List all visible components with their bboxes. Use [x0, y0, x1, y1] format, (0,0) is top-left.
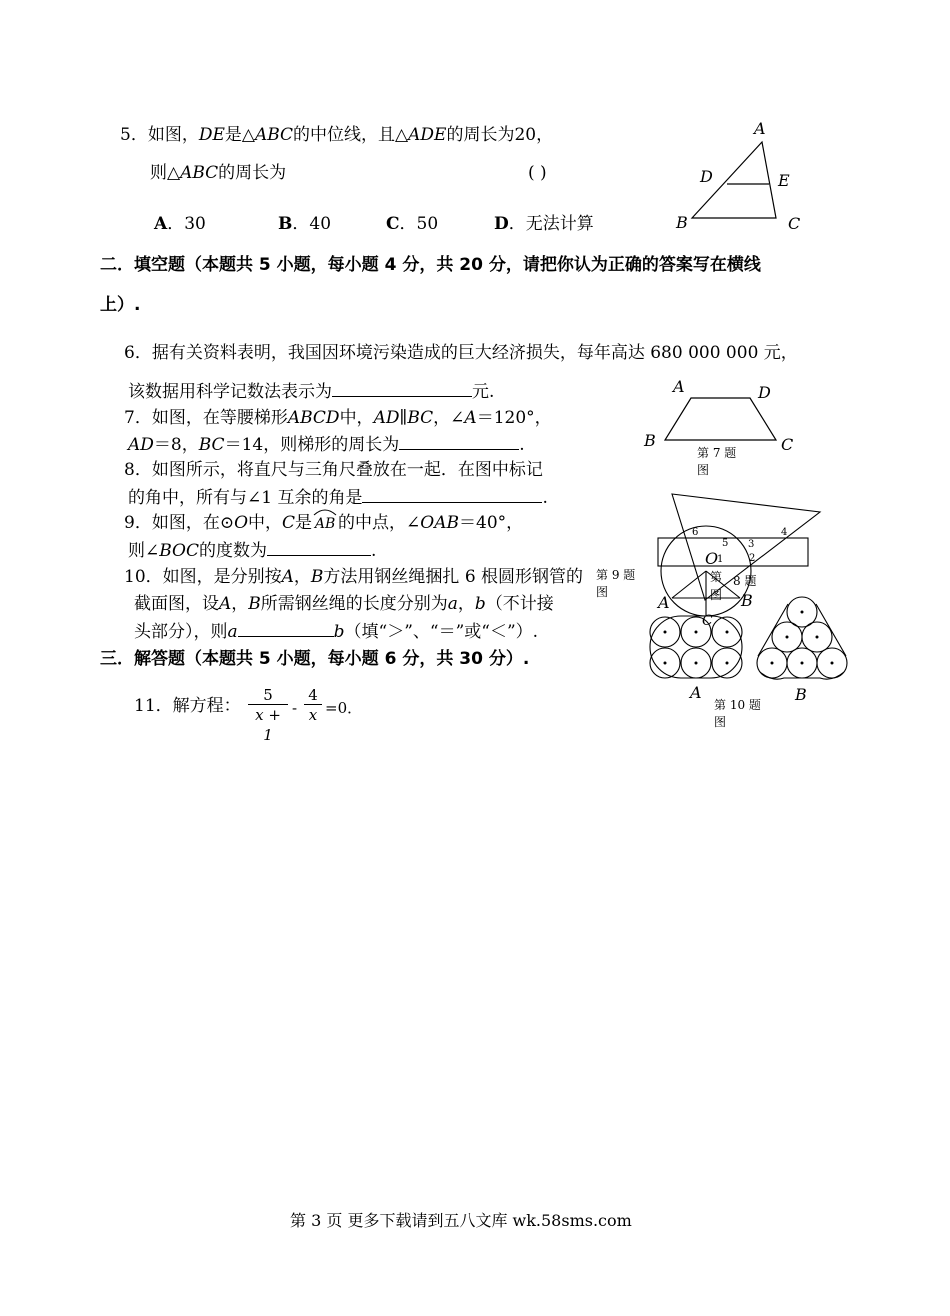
q9-circle-figure [661, 526, 751, 616]
q10-label-b: B [795, 685, 807, 704]
q9-caption-line1: 第 9 题 [596, 568, 636, 582]
section2-heading-line1: 二．填空题（本题共 5 小题，每小题 4 分，共 20 分，请把你认为正确的答案写在横线 [100, 255, 761, 275]
q8-caption-line1: 第 [710, 570, 723, 584]
q5-option-b: B．40 [278, 214, 332, 234]
q7-caption-line2: 图 [697, 463, 710, 477]
q5-option-c: C．50 [386, 214, 439, 234]
q8-angle-6: 6 [692, 527, 699, 538]
q11-minus: - [292, 699, 298, 717]
q5-label-d: D [700, 167, 713, 186]
q8-angle-3: 3 [748, 539, 755, 550]
q6-line1: 6．据有关资料表明，我国因环境污染造成的巨大经济损失，每年高达 680 000 000 元， [124, 343, 798, 363]
q10-caption-line1: 第 10 题 [714, 698, 761, 712]
q7-label-d: D [758, 383, 771, 402]
q5-label-c: C [788, 214, 801, 233]
q10-bundle-a-figure [650, 616, 742, 678]
section2-heading-line2: 上）. [100, 295, 141, 315]
q9-label-c: C [702, 613, 713, 629]
q7-label-a: A [673, 377, 685, 396]
q10-caption-line2: 图 [714, 715, 727, 729]
q5-option-d: D．无法计算 [494, 214, 594, 234]
q11-fraction-2: $\frac{4}{x}$ [304, 686, 322, 725]
q9-label-o: O [705, 549, 719, 568]
q5-answer-paren: ( ) [528, 163, 547, 183]
q8-caption-line2: 8 题 [733, 574, 757, 588]
q7-label-b: B [644, 431, 656, 450]
q7-label-c: C [781, 435, 794, 454]
q10-label-a: A [690, 683, 702, 702]
q11-equals: =0． [325, 699, 363, 717]
q8-angle-1: 1 [717, 554, 724, 565]
q9-arc-ab: AB [312, 513, 338, 535]
q5-label-b: B [676, 213, 688, 232]
q7-line1: 7．如图，在等腰梯形ABCD中，AD∥BC，∠A＝120°， [124, 408, 552, 428]
q8-line1: 8．如图所示，将直尺与三角尺叠放在一起．在图中标记 [124, 460, 543, 480]
q9-line2: 则∠BOC的度数为 . [128, 541, 377, 561]
q8-caption-line3: 图 [710, 588, 723, 602]
q9-line1: 9．如图，在⊙O中，C是 AB 的中点，∠OAB＝40°， [124, 512, 523, 535]
q8-angle-2: 2 [749, 553, 756, 564]
q7-line2: AD＝8，BC＝14，则梯形的周长为 . [128, 435, 525, 455]
section3-heading: 三．解答题（本题共 5 小题，每小题 6 分，共 30 分）. [100, 649, 530, 669]
q7-caption-line1: 第 7 题 [697, 446, 737, 460]
q5-label-e: E [778, 171, 790, 190]
q5-line1: 5．如图，DE是△ABC的中位线，且△ADE的周长为20， [120, 125, 554, 145]
q10-line2: 截面图，设A，B所需钢丝绳的长度分别为a，b（不计接 [134, 594, 554, 614]
q10-bundle-b-figure [757, 597, 847, 679]
page-footer: 第 3 页 更多下载请到五八文库 wk.58sms.com [290, 1211, 632, 1230]
q8-line2: 的角中，所有与∠1 互余的角是 . [128, 488, 548, 508]
q10-line3: 头部分），则a b（填“＞”、“＝”或“＜”）. [134, 622, 539, 642]
q8-angle-4: 4 [781, 527, 788, 538]
q9-label-a: A [658, 593, 670, 612]
q5-label-a: A [754, 119, 766, 138]
q8-angle-5: 5 [722, 538, 729, 549]
q5-option-a: A．30 [154, 214, 206, 234]
q5-line2: 则△ABC的周长为 [150, 163, 287, 183]
q9-caption-line2: 图 [596, 585, 609, 599]
q9-label-b: B [741, 591, 753, 610]
q10-line1: 10．如图，是分别按A，B方法用钢丝绳捆扎 6 根圆形钢管的 [124, 567, 584, 587]
q11-prompt: 11．解方程： [134, 696, 241, 716]
q7-trapezoid-figure [665, 398, 776, 440]
q6-line2: 该数据用科学记数法表示为 元. [128, 382, 495, 402]
q11-fraction-1: $\frac{5}{x + 1}$ [248, 686, 288, 745]
